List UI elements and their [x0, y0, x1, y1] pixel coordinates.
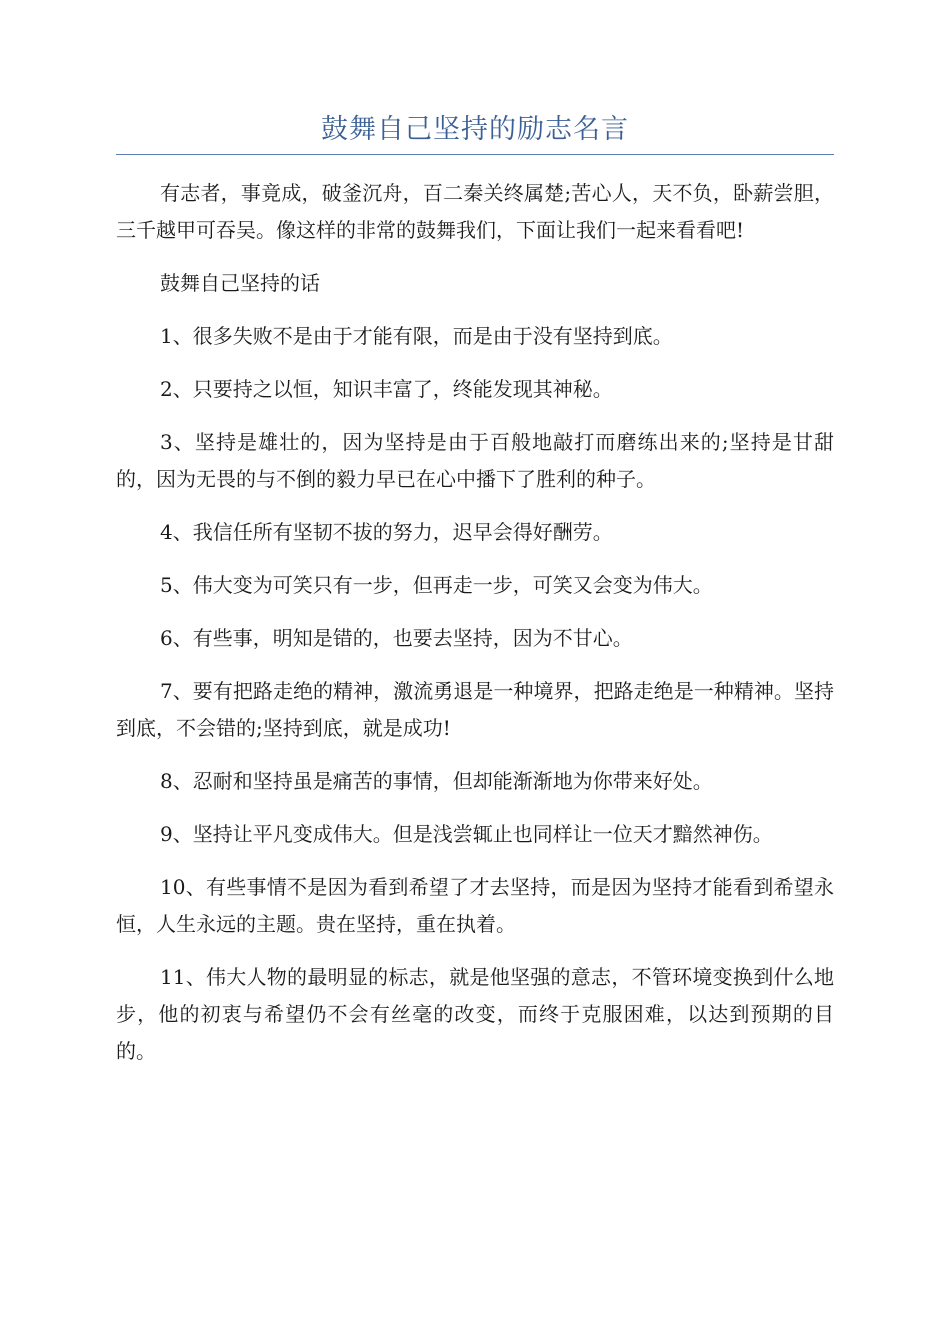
intro-paragraph: 有志者，事竟成，破釜沉舟，百二秦关终属楚;苦心人，天不负，卧薪尝胆，三千越甲可吞吴。像这样的非常的鼓舞我们，下面让我们一起来看看吧!: [116, 181, 834, 242]
quote-item-1: 1、很多失败不是由于才能有限，而是由于没有坚持到底。: [160, 324, 673, 348]
quote-item-6: 6、有些事，明知是错的，也要去坚持，因为不甘心。: [160, 626, 633, 650]
quote-item-5: 5、伟大变为可笑只有一步，但再走一步，可笑又会变为伟大。: [160, 573, 713, 597]
document-title: 鼓舞自己坚持的励志名言: [321, 114, 629, 145]
quote-item-7: 7、要有把路走绝的精神，激流勇退是一种境界，把路走绝是一种精神。坚持到底，不会错的;坚持到底，就是成功!: [116, 679, 834, 740]
quote-item-8: 8、忍耐和坚持虽是痛苦的事情，但却能渐渐地为你带来好处。: [160, 769, 713, 793]
document-page: [116, 110, 834, 1086]
quote-item-9: 9、坚持让平凡变成伟大。但是浅尝辄止也同样让一位天才黯然神伤。: [160, 822, 773, 846]
quote-item-3: 3、坚持是雄壮的，因为坚持是由于百般地敲打而磨练出来的;坚持是甘甜的，因为无畏的与不倒的毅力早已在心中播下了胜利的种子。: [116, 430, 834, 491]
quote-item-4: 4、我信任所有坚韧不拔的努力，迟早会得好酬劳。: [160, 520, 613, 544]
quote-item-2: 2、只要持之以恒，知识丰富了，终能发现其神秘。: [160, 377, 613, 401]
quote-item-10: 10、有些事情不是因为看到希望了才去坚持，而是因为坚持才能看到希望永恒，人生永远的主题。贵在坚持，重在执着。: [116, 875, 834, 936]
title-underline: [116, 154, 834, 155]
quote-item-11: 11、伟大人物的最明显的标志，就是他坚强的意志，不管环境变换到什么地步，他的初衷与希望仍不会有丝毫的改变，而终于克服困难，以达到预期的目的。: [116, 965, 834, 1063]
section-heading: 鼓舞自己坚持的话: [160, 271, 320, 295]
